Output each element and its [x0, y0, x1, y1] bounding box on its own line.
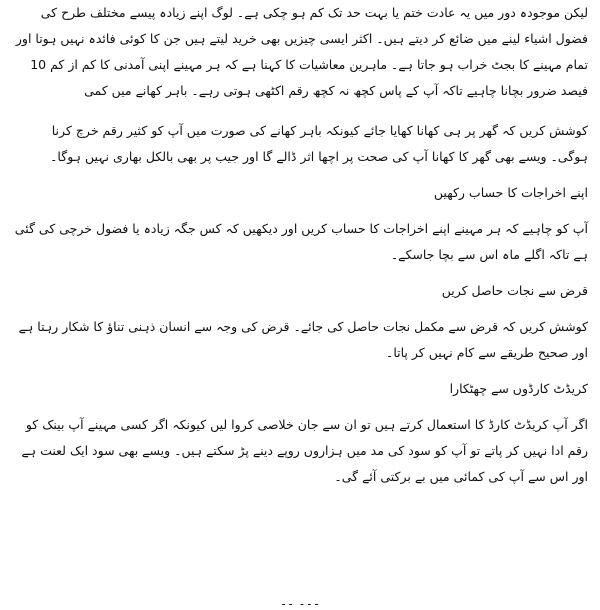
- paragraph-debt: کوشش کریں کہ قرض سے مکمل نجات حاصل کی جائے۔ قرض کی وجہ سے انسان ذہنی تناؤ کا شکار رہتا ہے اور صحیح طریقے سے کام نہیں کر پاتا۔: [18, 319, 588, 360]
- heading-track-expenses: اپنے اخراجات کا حساب رکھیں: [433, 185, 588, 200]
- heading-credit-cards: کریڈٹ کارڈوں سے چھٹکارا: [449, 381, 588, 396]
- heading-debt: قرض سے نجات حاصل کریں: [441, 283, 588, 298]
- cutoff-line: ۔۔۔ ۔۔: [279, 593, 321, 608]
- paragraph-eating-out: کوشش کریں کہ گھر پر ہی کھانا کھایا جائے کیونکہ باہر کھانے کی صورت میں آپ کو کثیر رقم خرچ کرنا ہوگی۔ ویسے بھی گھر کا کھانا آپ کی صحت پر اچھا اثر ڈالے گا اور جیب پر بھی بالکل بھاری نہیں ہوگا۔: [50, 123, 588, 164]
- paragraph-track-expenses: آپ کو چاہیے کہ ہر مہینے اپنے اخراجات کا حساب کریں اور دیکھیں کہ کس جگہ زیادہ یا فضول خرچی کی گئی ہے تاکہ اگلے ماہ اس سے بچا جاسکے۔: [14, 221, 588, 262]
- paragraph-credit-cards: اگر آپ کریڈٹ کارڈ کا استعمال کرتے ہیں تو ان سے جان خلاصی کروا لیں کیونکہ اگر کسی مہینے آپ بینک کو رقم ادا نہیں کر پاتے تو آپ کو سود کی مد میں ہزاروں روپے دینے پڑ سکتے ہیں۔ ویسے بھی سود ایک لعنت ہے اور اس سے آپ کی کمائی میں بے برکتی آئے گی۔: [21, 417, 588, 484]
- paragraph-intro: لیکن موجودہ دور میں یہ عادت ختم یا بہت حد تک کم ہو چکی ہے۔ لوگ اپنے زیادہ پیسے مختلف طرح کی فضول اشیاء لینے میں ضائع کر دیتے ہیں۔ اکثر ایسی چیزیں بھی خرید لیتے ہیں جن کا کوئی فائدہ نہیں ہوتا اور تمام مہینے کا بجٹ خراب ہو جاتا ہے۔ ماہرین معاشیات کا کہنا ہے کہ ہر مہینے اپنی آمدنی کا کم از کم 10 فیصد ضرور بچانا چاہیے تاکہ آپ کے پاس کچھ نہ کچھ رقم اکٹھی ہوتی رہے۔ باہر کھانے میں کمی: [15, 5, 588, 98]
